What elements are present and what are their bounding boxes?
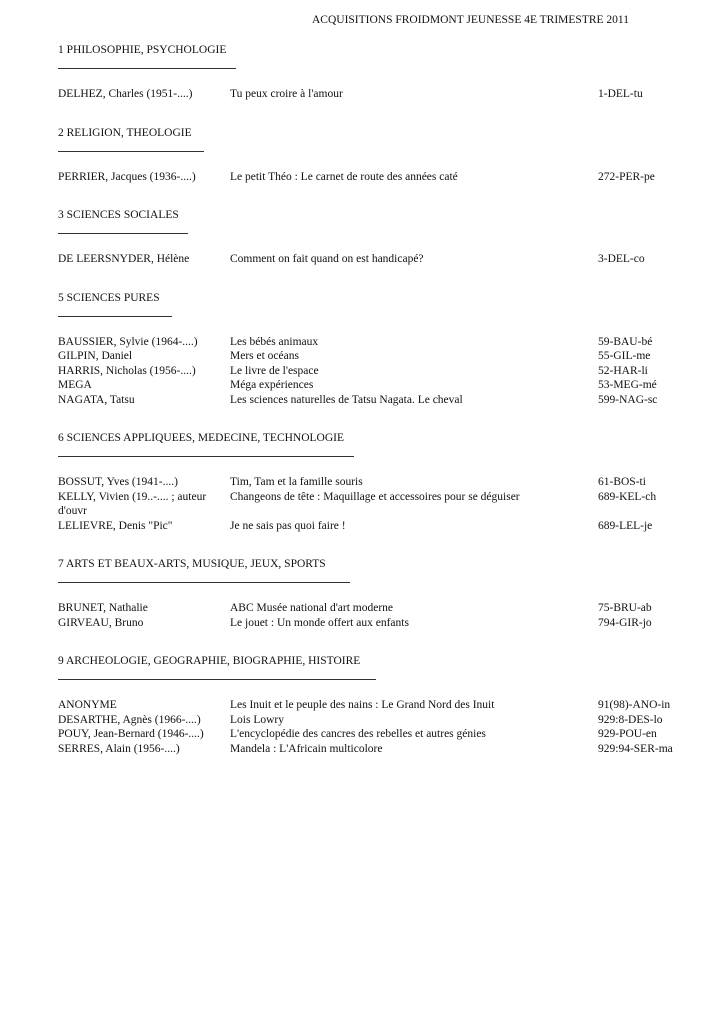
- entry-author: SERRES, Alain (1956-....): [58, 742, 180, 755]
- section-divider: [58, 582, 350, 583]
- entry-list: [58, 698, 678, 756]
- acquisitions-list: [58, 43, 678, 780]
- entry-author: DESARTHE, Agnès (1966-....): [58, 713, 201, 726]
- entry-title: Lois Lowry: [230, 713, 284, 726]
- list-item: [58, 252, 678, 267]
- list-item: [58, 87, 678, 102]
- entry-title: Les sciences naturelles de Tatsu Nagata. Le cheval: [230, 393, 463, 406]
- entry-author: GIRVEAU, Bruno: [58, 616, 144, 629]
- section-title: 7 ARTS ET BEAUX-ARTS, MUSIQUE, JEUX, SPORTS: [58, 558, 326, 570]
- entry-list: [58, 475, 678, 533]
- entry-call-number: 929-POU-en: [598, 728, 657, 740]
- list-item: [58, 349, 678, 364]
- list-item: [58, 170, 678, 185]
- section-divider: [58, 233, 188, 234]
- entry-title: Mers et océans: [230, 350, 299, 362]
- entry-title: Tim, Tam et la famille souris: [230, 476, 363, 488]
- entry-title: Le livre de l'espace: [230, 364, 319, 377]
- entry-author: LELIEVRE, Denis "Pic": [58, 519, 173, 532]
- entry-call-number: 1-DEL-tu: [598, 88, 643, 100]
- entry-title: Tu peux croire à l'amour: [230, 88, 343, 100]
- entry-list: [58, 87, 678, 102]
- entry-call-number: 3-DEL-co: [598, 253, 645, 265]
- section-title: 2 RELIGION, THEOLOGIE: [58, 126, 192, 139]
- section-histoire: [58, 654, 678, 756]
- entry-title: Les Inuit et le peuple des nains : Le Grand Nord des Inuit: [230, 699, 495, 711]
- list-item: [58, 490, 678, 519]
- page-header-title: ACQUISITIONS FROIDMONT JEUNESSE 4E TRIMESTRE 2011: [311, 14, 629, 26]
- entry-author: GILPIN, Daniel: [58, 350, 133, 362]
- entry-call-number: 61-BOS-ti: [598, 476, 646, 488]
- list-item: [58, 727, 678, 742]
- entry-title: Changeons de tête : Maquillage et accessoires pour se déguiser: [230, 490, 520, 503]
- entry-title: Méga expériences: [230, 379, 314, 391]
- entry-list: [58, 335, 678, 408]
- entry-author: NAGATA, Tatsu: [58, 393, 135, 406]
- entry-call-number: 59-BAU-bé: [598, 335, 653, 348]
- list-item: [58, 335, 678, 350]
- entry-title: ABC Musée national d'art moderne: [230, 602, 394, 614]
- section-title: 6 SCIENCES APPLIQUEES, MEDECINE, TECHNOLOGIE: [58, 432, 345, 444]
- entry-call-number: 599-NAG-sc: [598, 393, 658, 406]
- entry-call-number: 52-HAR-li: [598, 364, 648, 377]
- section-title: 9 ARCHEOLOGIE, GEOGRAPHIE, BIOGRAPHIE, HISTOIRE: [58, 655, 361, 667]
- list-item: [58, 475, 678, 490]
- section-divider: [58, 68, 236, 69]
- section-title: 5 SCIENCES PURES: [58, 291, 160, 304]
- list-item: [58, 519, 678, 534]
- entry-call-number: 75-BRU-ab: [598, 602, 652, 614]
- entry-author: HARRIS, Nicholas (1956-....): [58, 364, 196, 377]
- list-item: [58, 393, 678, 408]
- entry-title: Le jouet : Un monde offert aux enfants: [230, 616, 409, 629]
- entry-call-number: 55-GIL-me: [598, 350, 651, 362]
- entry-title: Les bébés animaux: [230, 335, 319, 348]
- section-divider: [58, 151, 204, 152]
- entry-call-number: 53-MEG-mé: [598, 379, 657, 391]
- entry-author: ANONYME: [58, 699, 117, 711]
- entry-call-number: 794-GIR-jo: [598, 616, 652, 629]
- entry-title: L'encyclopédie des cancres des rebelles et autres génies: [230, 728, 486, 740]
- entry-call-number: 689-KEL-ch: [598, 490, 657, 503]
- section-divider: [58, 316, 172, 317]
- entry-call-number: 689-LEL-je: [598, 519, 653, 532]
- list-item: [58, 698, 678, 713]
- list-item: [58, 378, 678, 393]
- entry-author: BOSSUT, Yves (1941-....): [58, 476, 178, 488]
- entry-call-number: 929:94-SER-ma: [598, 742, 673, 755]
- list-item: [58, 713, 678, 728]
- entry-list: [58, 252, 678, 267]
- entry-title: Je ne sais pas quoi faire !: [230, 519, 346, 532]
- list-item: [58, 364, 678, 379]
- entry-author: DE LEERSNYDER, Hélène: [58, 253, 190, 265]
- section-philosophie: [58, 43, 678, 102]
- list-item: [58, 616, 678, 631]
- section-divider: [58, 679, 376, 680]
- entry-author: PERRIER, Jacques (1936-....): [58, 170, 196, 183]
- entry-author: MEGA: [58, 379, 92, 391]
- section-sciences-sociales: [58, 208, 678, 267]
- entry-list: [58, 170, 678, 185]
- section-religion: [58, 126, 678, 185]
- section-sciences-pures: [58, 291, 678, 408]
- entry-title: Le petit Théo : Le carnet de route des années caté: [230, 170, 458, 183]
- section-divider: [58, 456, 354, 457]
- section-arts: [58, 557, 678, 630]
- entry-call-number: 91(98)-ANO-in: [598, 699, 671, 711]
- entry-title: Comment on fait quand on est handicapé?: [230, 253, 424, 265]
- entry-author: BAUSSIER, Sylvie (1964-....): [58, 335, 198, 348]
- entry-author: DELHEZ, Charles (1951-....): [58, 88, 193, 100]
- list-item: [58, 742, 678, 757]
- entry-call-number: 929:8-DES-lo: [598, 713, 663, 726]
- list-item: [58, 601, 678, 616]
- entry-author: KELLY, Vivien (19..-.... ; auteur d'ouvr: [58, 490, 207, 517]
- section-sciences-appliquees: [58, 431, 678, 533]
- entry-author: POUY, Jean-Bernard (1946-....): [58, 728, 204, 740]
- section-title: 1 PHILOSOPHIE, PSYCHOLOGIE: [58, 44, 227, 56]
- entry-author: BRUNET, Nathalie: [58, 602, 148, 614]
- entry-title: Mandela : L'Africain multicolore: [230, 742, 383, 755]
- section-title: 3 SCIENCES SOCIALES: [58, 209, 179, 221]
- entry-call-number: 272-PER-pe: [598, 170, 655, 183]
- entry-list: [58, 601, 678, 630]
